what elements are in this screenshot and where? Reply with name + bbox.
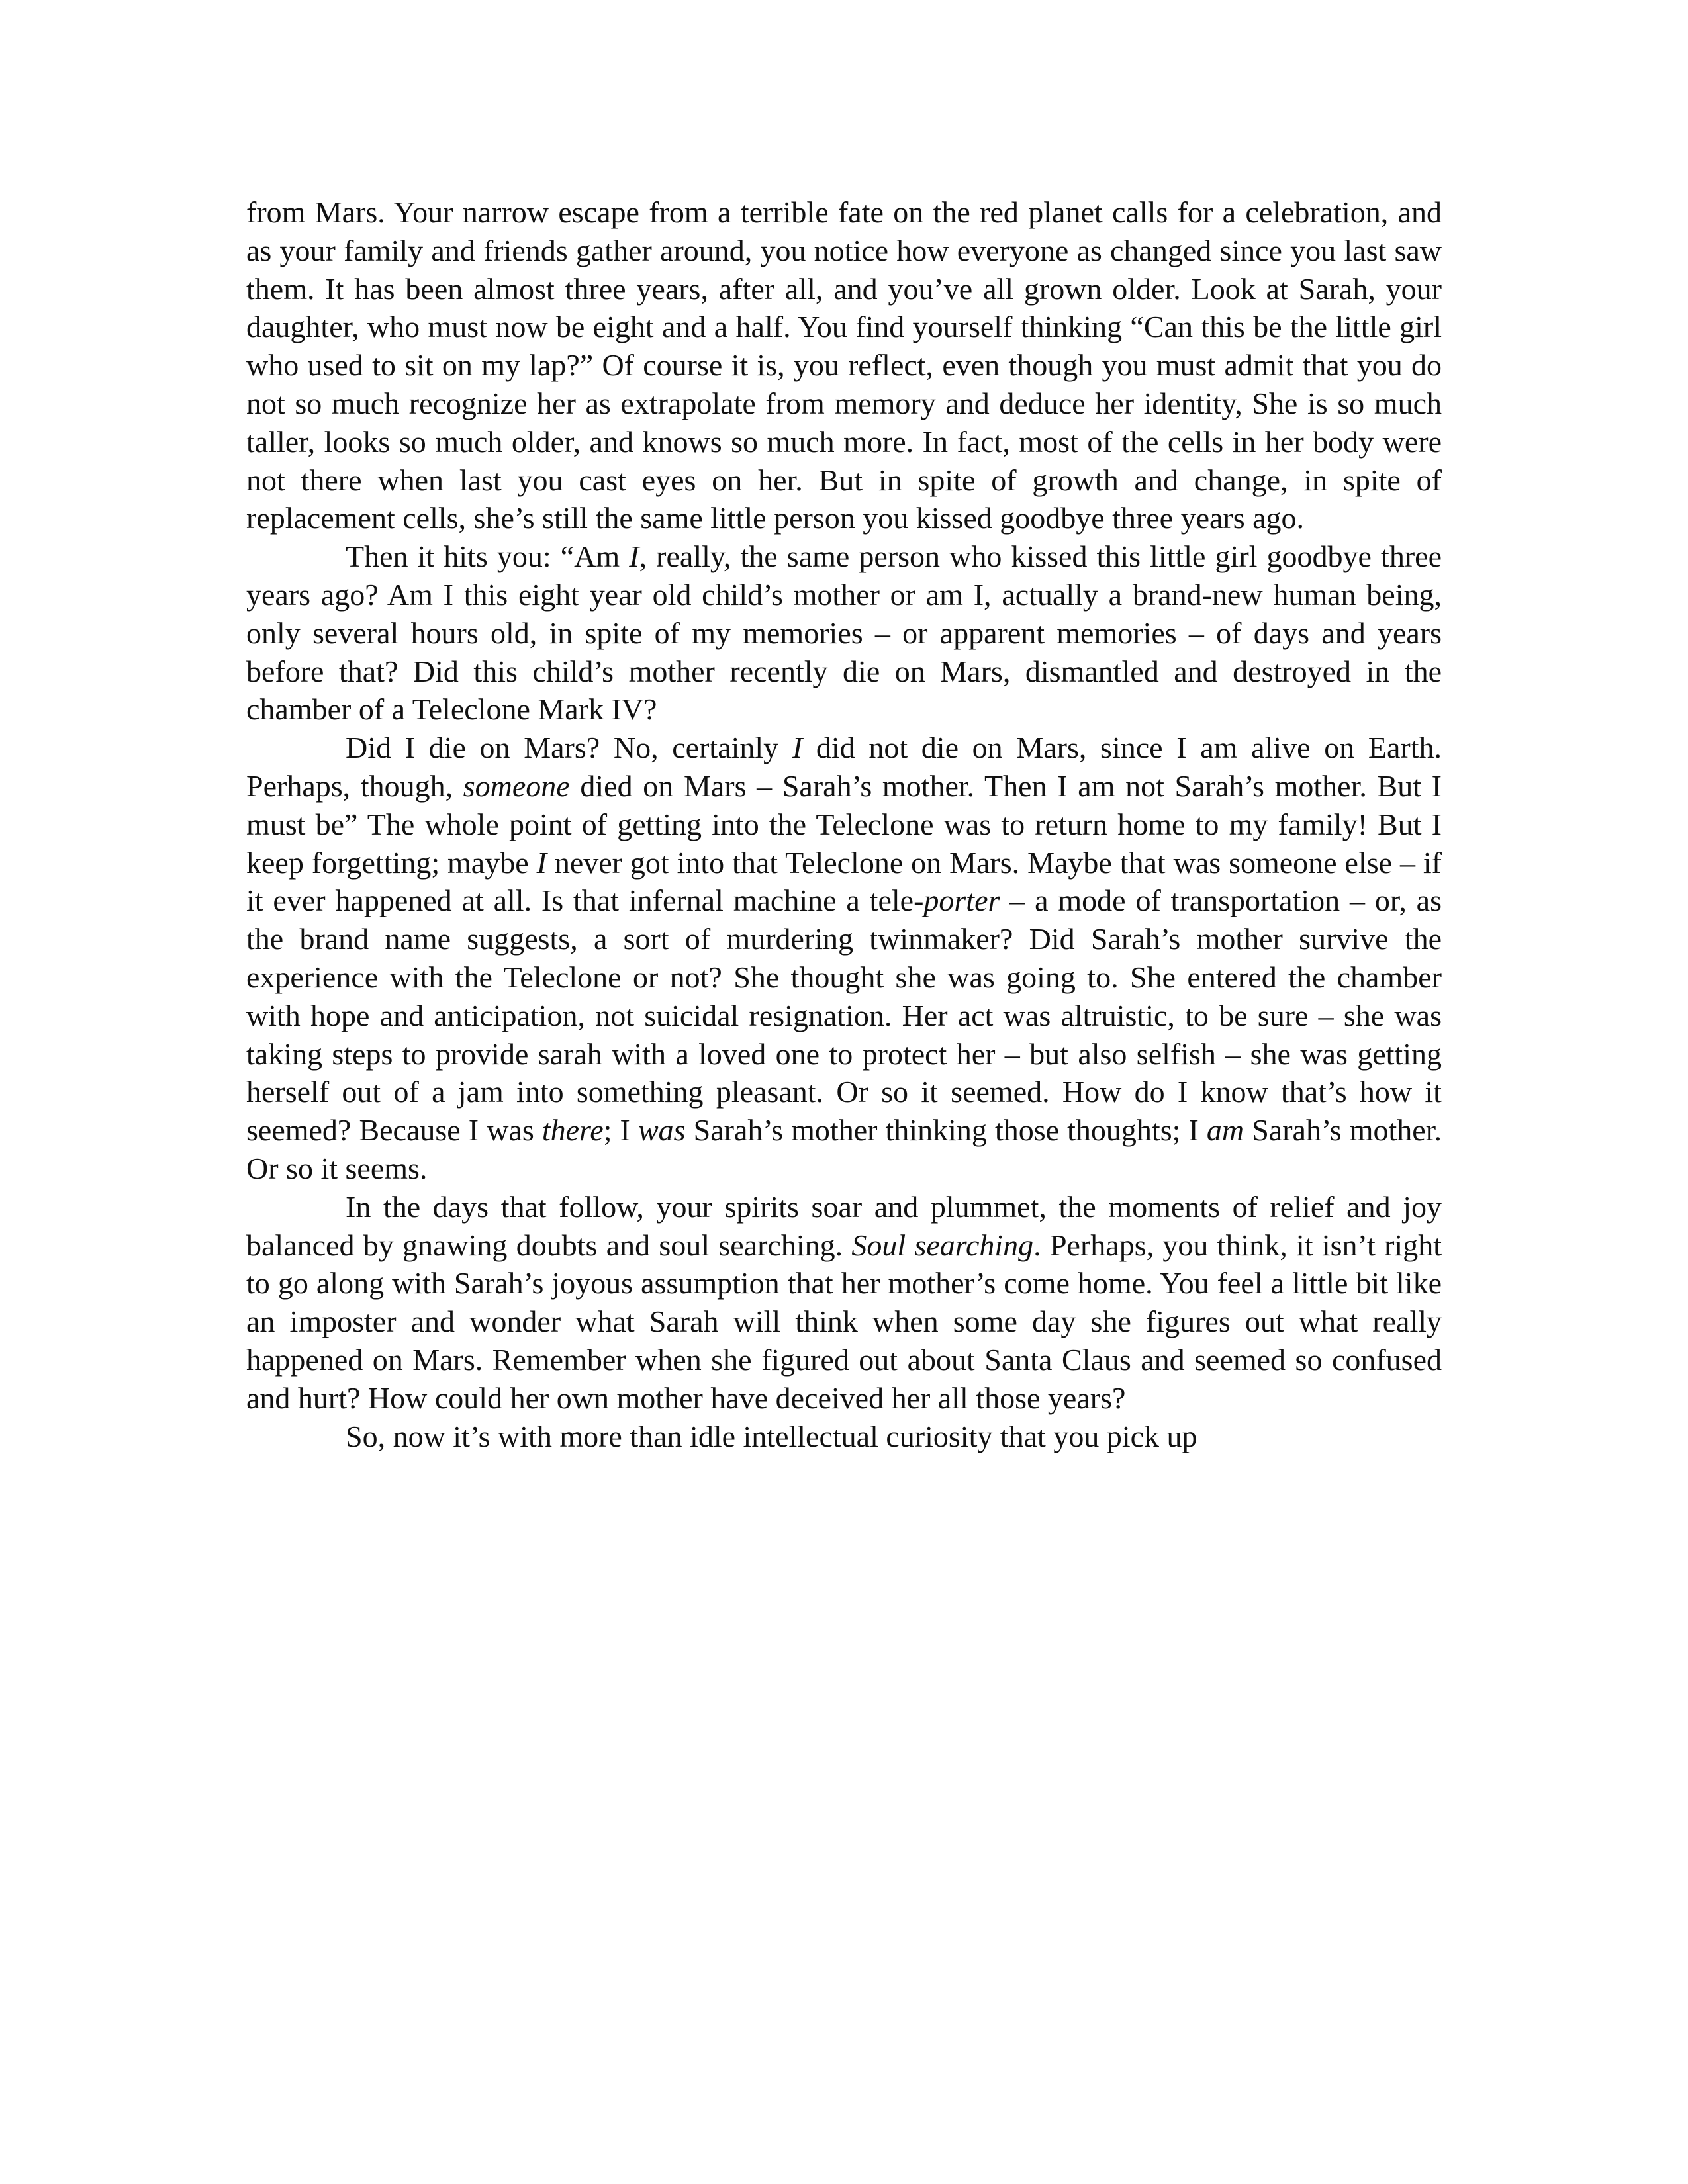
italic-text-run: am [1206, 1113, 1244, 1148]
text-run: Then it hits you: “Am [346, 539, 630, 574]
italic-text-run: porter [923, 884, 1000, 918]
text-run: ; I [603, 1113, 638, 1148]
text-run: from Mars. Your narrow escape from a terrible fate on the red planet calls for a celebration, and as your family and friends gather around, you notice how everyone as changed since you last saw them. It has been almost three years, after all, and you’ve all grown older. Look at Sarah, your daughter, who must now be eight and a half. You find yourself thinking “Can this be the little girl who used to sit on my lap?” Of course it is, you reflect, even though you must admit that you do not so much recognize her as extrapolate from memory and deduce her identity, She is so much taller, looks so much older, and knows so much more. In fact, most of the cells in her body were not there when last you cast eyes on her. But in spite of growth and change, in spite of replacement cells, she’s still the same little person you kissed goodbye three years ago. [246, 195, 1442, 535]
text-run: Did I die on Mars? No, certainly [346, 731, 792, 765]
paragraph-3 [246, 729, 1442, 1188]
italic-text-run: Soul searching [851, 1228, 1034, 1262]
text-run: . Perhaps, you think, it isn’t right to go along with Sarah’s joyous assumption that her mother’s come home. You feel a little bit like an imposter and wonder what Sarah will think when some day she figures out what really happened on Mars. Remember when she figured out about Santa Claus and seemed so confused and hurt? How could her own mother have deceived her all those years? [246, 1228, 1442, 1415]
paragraph-5 [246, 1418, 1442, 1456]
paragraph-4 [246, 1188, 1442, 1418]
text-run: never got into that Teleclone on Mars. Maybe that was someone else – if it ever happened at all. Is that infernal machine a tele- [246, 845, 1442, 918]
body-text [246, 193, 1442, 1455]
text-run: In the days that follow, your spirits soar and plummet, the moments of relief and joy balanced by gnawing doubts and soul searching. [246, 1189, 1442, 1262]
text-run: died on Mars – Sarah’s mother. Then I am not Sarah’s mother. But I must be” The whole point of getting into the Teleclone was to return home to my family! But I keep forgetting; maybe [246, 768, 1442, 880]
italic-text-run: I [536, 845, 547, 880]
text-run: Sarah’s mother thinking those thoughts; I [685, 1113, 1207, 1148]
text-run: Sarah’s mother. Or so it seems. [246, 1113, 1442, 1185]
text-run: So, now it’s with more than idle intellectual curiosity that you pick up [346, 1419, 1197, 1453]
italic-text-run: I [629, 539, 639, 574]
text-run: , really, the same person who kissed this little girl goodbye three years ago? Am I this eight year old child’s mother or am I, actually a brand-new human being, only several hours old, in spite of my memories – or apparent memories – of days and years before that? Did this child’s mother recently die on Mars, dismantled and destroyed in the chamber of a Teleclone Mark IV? [246, 539, 1442, 727]
text-run: did not die on Mars, since I am alive on Earth. Perhaps, though, [246, 731, 1442, 803]
italic-text-run: someone [463, 768, 570, 803]
italic-text-run: there [541, 1113, 604, 1148]
text-run: – a mode of transportation – or, as the brand name suggests, a sort of murdering twinmaker? Did Sarah’s mother survive the experience with the Teleclone or not? She thought she was going to. She entered the chamber with hope and anticipation, not suicidal resignation. Her act was altruistic, to be sure – she was taking steps to provide sarah with a loved one to protect her – but also selfish – she was getting herself out of a jam into something pleasant. Or so it seemed. How do I know that’s how it seemed? Because I was [246, 884, 1442, 1148]
italic-text-run: I [792, 731, 803, 765]
italic-text-run: was [637, 1113, 686, 1148]
paragraph-1 [246, 193, 1442, 537]
paragraph-2 [246, 537, 1442, 729]
